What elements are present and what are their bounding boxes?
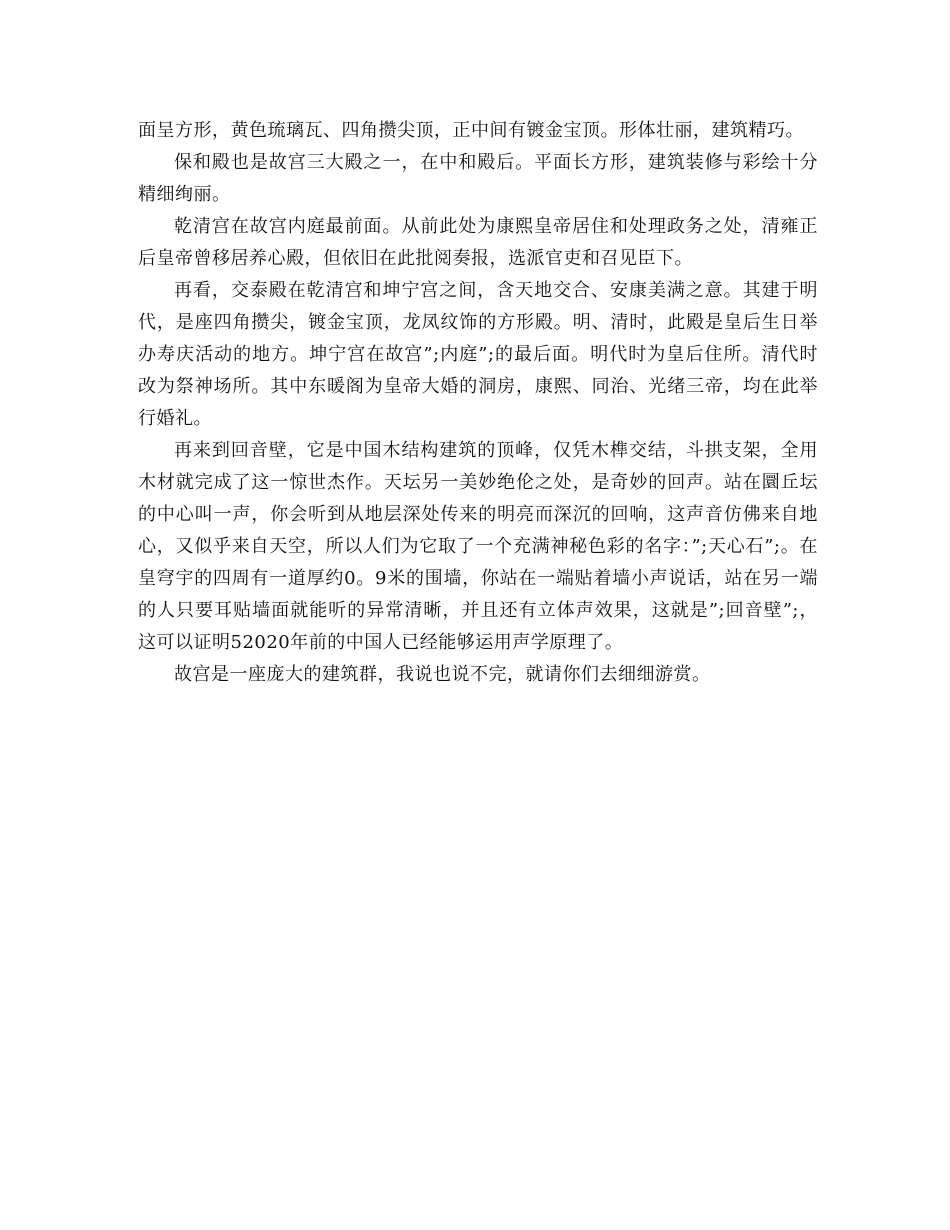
body-text <box>138 115 818 691</box>
paragraph-jiaotai-hall: 再看，交泰殿在乾清宫和坤宁宫之间，含天地交合、安康美满之意。其建于明代，是座四角攒尖，镀金宝顶，龙凤纹饰的方形殿。明、清时，此殿是皇后生日举办寿庆活动的地方。坤宁宫在故宫”;内庭”;的最后面。明代时为皇后住所。清代时改为祭神场所。其中东暖阁为皇帝大婚的洞房，康熙、同治、光绪三帝，均在此举行婚礼。 <box>138 280 818 429</box>
paragraph-qianqing-palace: 乾清宫在故宫内庭最前面。从前此处为康熙皇帝居住和处理政务之处，清雍正后皇帝曾移居养心殿，但依旧在此批阅奏报，选派官吏和召见臣下。 <box>138 216 818 269</box>
paragraph-continuation: 面呈方形，黄色琉璃瓦、四角攒尖顶，正中间有镀金宝顶。形体壮丽，建筑精巧。 <box>138 120 804 141</box>
paragraph-baohe-hall: 保和殿也是故宫三大殿之一，在中和殿后。平面长方形，建筑装修与彩绘十分精细绚丽。 <box>138 152 818 205</box>
paragraph-conclusion: 故宫是一座庞大的建筑群，我说也说不完，就请你们去细细游赏。 <box>174 664 711 685</box>
paragraph-echo-wall: 再来到回音壁，它是中国木结构建筑的顶峰，仅凭木榫交结，斗拱支架，全用木材就完成了这一惊世杰作。天坛另一美妙绝伦之处，是奇妙的回声。站在圜丘坛的中心叫一声，你会听到从地层深处传来的明亮而深沉的回响，这声音仿佛来自地心，又似乎来自天空，所以人们为它取了一个充满神秘色彩的名字：”;天心石”;。在皇穹宇的四周有一道厚约0。9米的围墙，你站在一端贴着墙小声说话，站在另一端的人只要耳贴墙面就能听的异常清晰，并且还有立体声效果，这就是”;回音壁”;，这可以证明52020年前的中国人已经能够运用声学原理了。 <box>138 440 818 653</box>
